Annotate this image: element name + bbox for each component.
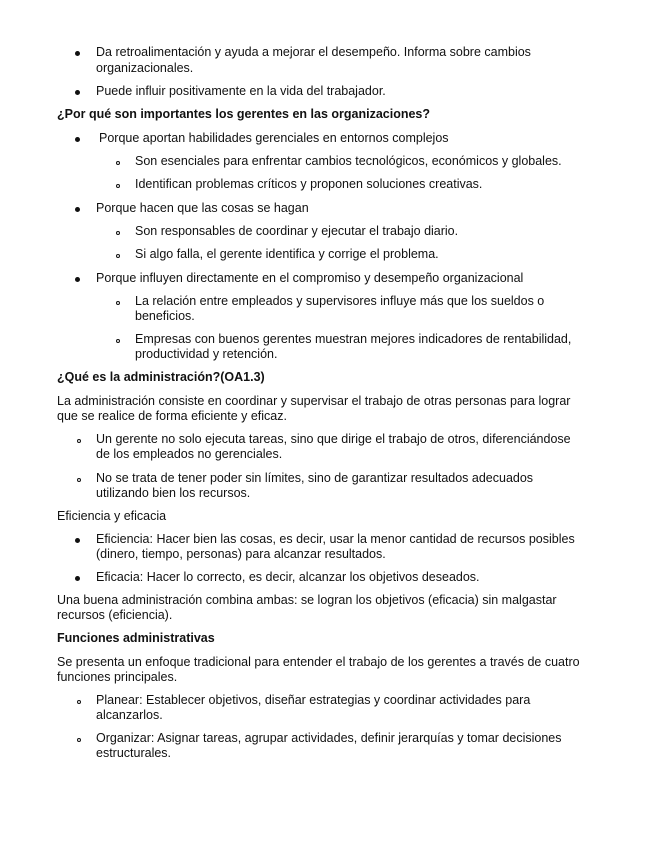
bullet-dot <box>75 538 80 543</box>
admin-paragraph-line-1: La administración consiste en coordinar y supervisar el trabajo de otras personas para lograr <box>57 394 571 408</box>
bullet-dot <box>75 576 80 581</box>
functions-item-2-line-1: Organizar: Asignar tareas, agrupar actividades, definir jerarquías y tomar decisiones <box>96 731 562 745</box>
functions-item-1-line-2: alcanzarlos. <box>96 708 163 722</box>
sub-bullet-circle <box>77 700 81 704</box>
importance-item-3-sub-2-line-1: Empresas con buenos gerentes muestran mejores indicadores de rentabilidad, <box>135 332 572 346</box>
intro-item-2: Puede influir positivamente en la vida del trabajador. <box>96 84 386 98</box>
intro-item-1-line-1: Da retroalimentación y ayuda a mejorar el desempeño. Informa sobre cambios <box>96 45 531 59</box>
bullet-dot <box>75 137 80 142</box>
heading-efficiency: Eficiencia y eficacia <box>57 509 167 523</box>
sub-bullet-circle <box>116 301 120 305</box>
importance-item-1: Porque aportan habilidades gerenciales en entornos complejos <box>99 131 449 145</box>
heading-admin: ¿Qué es la administración?(OA1.3) <box>57 370 265 384</box>
admin-item-1-line-1: Un gerente no solo ejecuta tareas, sino que dirige el trabajo de otros, diferenciándose <box>96 432 571 446</box>
bullet-dot <box>75 277 80 282</box>
importance-item-1-sub-2: Identifican problemas críticos y proponen soluciones creativas. <box>135 177 483 191</box>
sub-bullet-circle <box>116 231 120 235</box>
functions-paragraph-line-1: Se presenta un enfoque tradicional para entender el trabajo de los gerentes a través de cuatro <box>57 655 580 669</box>
admin-paragraph-line-2: que se realice de forma eficiente y eficaz. <box>57 409 287 423</box>
importance-item-2-sub-2: Si algo falla, el gerente identifica y corrige el problema. <box>135 247 439 261</box>
admin-item-2-line-1: No se trata de tener poder sin límites, sino de garantizar resultados adecuados <box>96 471 534 485</box>
efficiency-item-1-line-1: Eficiencia: Hacer bien las cosas, es decir, usar la menor cantidad de recursos posibles <box>96 532 575 546</box>
efficiency-paragraph-line-1: Una buena administración combina ambas: se logran los objetivos (eficacia) sin malgastar <box>57 593 557 607</box>
intro-item-1-line-2: organizacionales. <box>96 61 194 75</box>
functions-paragraph-line-2: funciones principales. <box>57 670 178 684</box>
importance-item-3-sub-2-line-2: productividad y retención. <box>135 347 278 361</box>
sub-bullet-circle <box>77 478 81 482</box>
importance-item-2: Porque hacen que las cosas se hagan <box>96 201 309 215</box>
sub-bullet-circle <box>77 738 81 742</box>
admin-item-2-line-2: utilizando bien los recursos. <box>96 486 251 500</box>
admin-item-1-line-2: de los empleados no gerenciales. <box>96 447 283 461</box>
importance-item-2-sub-1: Son responsables de coordinar y ejecutar el trabajo diario. <box>135 224 459 238</box>
bullet-dot <box>75 90 80 95</box>
bullet-dot <box>75 51 80 56</box>
functions-item-1-line-1: Planear: Establecer objetivos, diseñar estrategias y coordinar actividades para <box>96 693 531 707</box>
functions-item-2-line-2: estructurales. <box>96 746 172 760</box>
sub-bullet-circle <box>116 161 120 165</box>
efficiency-item-1-line-2: (dinero, tiempo, personas) para alcanzar resultados. <box>96 547 386 561</box>
sub-bullet-circle <box>116 254 120 258</box>
importance-item-3-sub-1-line-1: La relación entre empleados y supervisores influye más que los sueldos o <box>135 294 545 308</box>
importance-item-3: Porque influyen directamente en el compromiso y desempeño organizacional <box>96 271 524 285</box>
heading-importance: ¿Por qué son importantes los gerentes en las organizaciones? <box>57 107 431 121</box>
importance-item-3-sub-1-line-2: beneficios. <box>135 309 195 323</box>
sub-bullet-circle <box>116 339 120 343</box>
efficiency-item-2: Eficacia: Hacer lo correcto, es decir, alcanzar los objetivos deseados. <box>96 570 480 584</box>
sub-bullet-circle <box>77 439 81 443</box>
heading-functions: Funciones administrativas <box>57 631 215 645</box>
importance-item-1-sub-1: Son esenciales para enfrentar cambios tecnológicos, económicos y globales. <box>135 154 562 168</box>
bullet-dot <box>75 207 80 212</box>
efficiency-paragraph-line-2: recursos (eficiencia). <box>57 608 173 622</box>
sub-bullet-circle <box>116 184 120 188</box>
